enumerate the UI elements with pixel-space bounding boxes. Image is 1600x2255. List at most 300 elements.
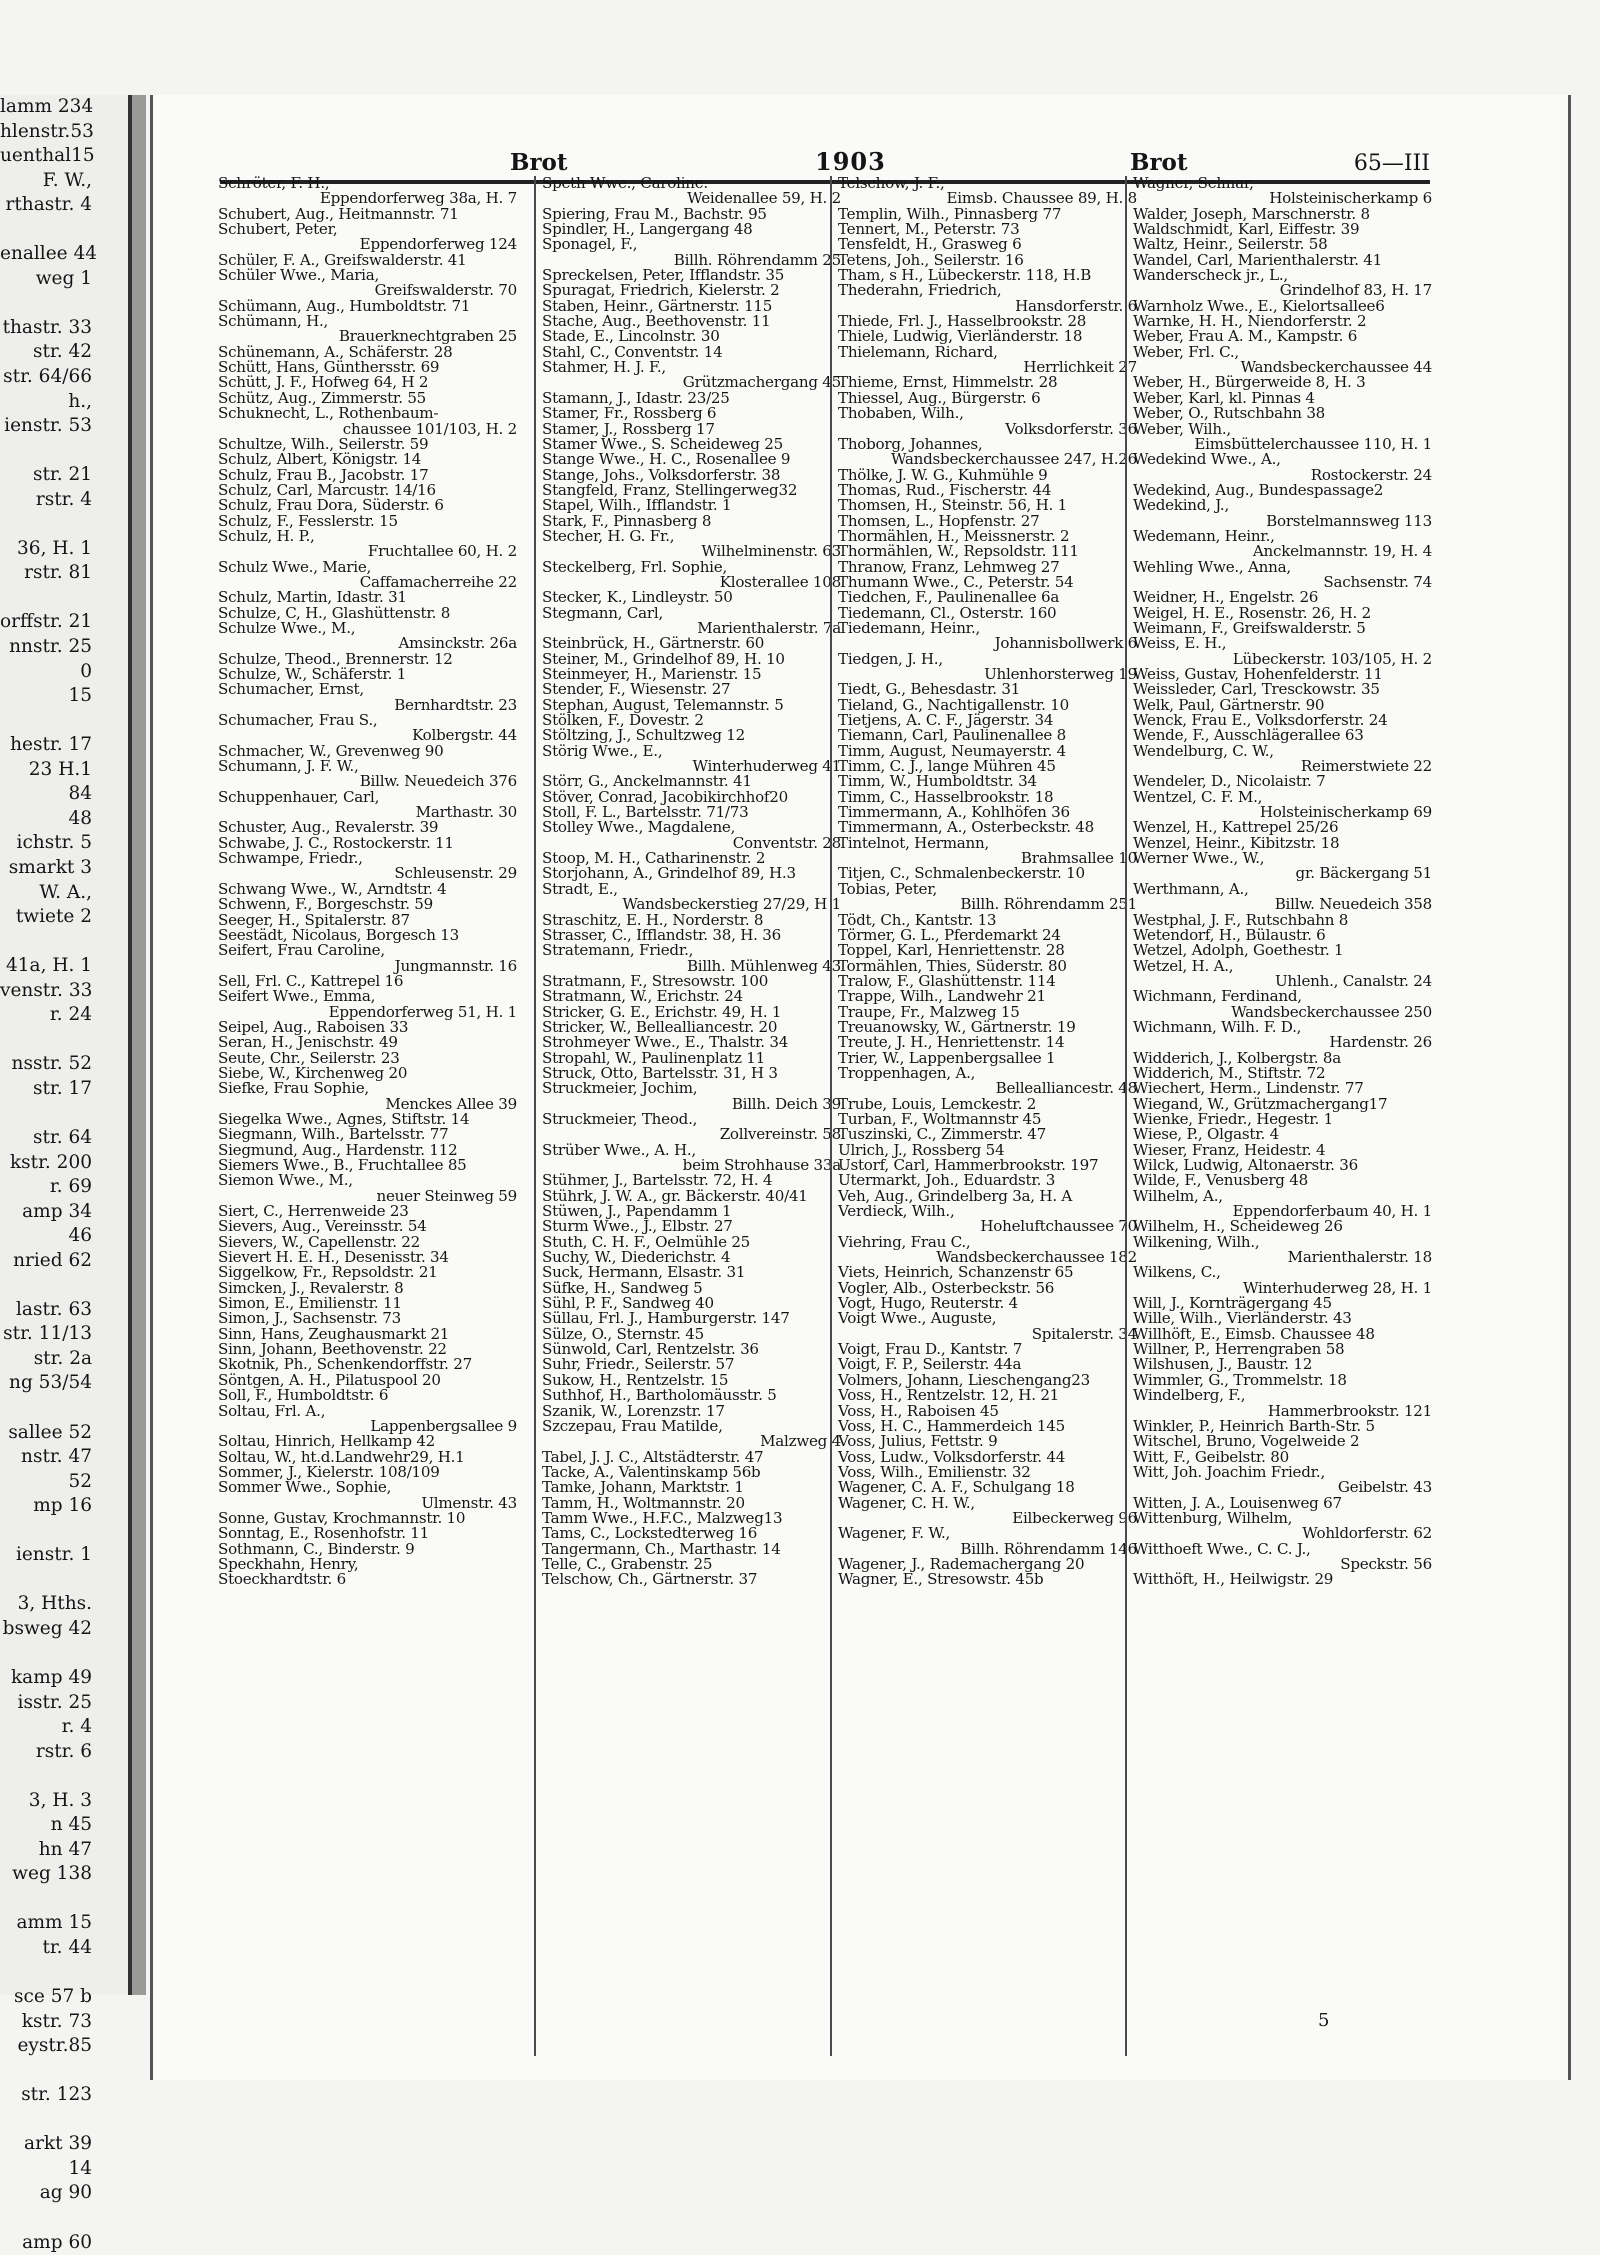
- entry-line: Stender, F., Wiesenstr. 27: [542, 680, 731, 699]
- entry-address-line: Billw. Neuedeich 376: [359, 772, 517, 791]
- previous-page-line: lastr. 63: [16, 1298, 92, 1320]
- entry-line: Schulze, W., Schäferstr. 1: [218, 665, 407, 683]
- entry-address-line: Brahmsallee 10: [1020, 849, 1137, 868]
- previous-page-line: [0, 218, 128, 243]
- previous-page-line: [0, 1396, 128, 1421]
- entry-line: Wagener, C. H. W.,: [838, 1493, 975, 1512]
- entry-line: Wagener, C. A. F., Schulgang 18: [838, 1478, 1075, 1497]
- entry-line: Walder, Joseph, Marschnerstr. 8: [1133, 204, 1370, 223]
- entry-line: Stade, E., Lincolnstr. 30: [542, 327, 720, 346]
- entry-line: Telschow, Ch., Gärtnerstr. 37: [542, 1570, 758, 1589]
- entry-line: Stoeckhardtstr. 6: [218, 1570, 347, 1589]
- entry-line: Waldschmidt, Karl, Eiffestr. 39: [1133, 220, 1360, 239]
- entry-line: Stölken, F., Dovestr. 2: [542, 711, 704, 730]
- entry-line: Schmacher, W., Grevenweg 90: [218, 741, 444, 760]
- entry-line: Sievers, Aug., Vereinsstr. 54: [218, 1217, 427, 1236]
- entry-address-line: Marienthalerstr. 18: [1287, 1248, 1432, 1267]
- entry-line: Warnholz Wwe., E., Kielortsallee6: [1133, 296, 1385, 315]
- entry-line: Simcken, J., Revalerstr. 8: [218, 1278, 404, 1297]
- entry-address-line: Conventstr. 28: [732, 833, 841, 852]
- entry-line: Sommer, J., Kielerstr. 108/109: [218, 1462, 440, 1481]
- previous-page-line: twiete 2: [15, 906, 92, 928]
- entry-address-line: Winterhuderweg 41: [692, 757, 841, 776]
- entry-line: Schümann, Aug., Humboldtstr. 71: [218, 296, 471, 315]
- previous-page-line: [0, 2059, 128, 2084]
- entry-line: Stahmer, H. J. F.,: [542, 358, 666, 377]
- entry-line: Stolley Wwe., Magdalene,: [542, 818, 736, 837]
- entry-line: Seipel, Aug., Raboisen 33: [218, 1017, 409, 1036]
- entry-line: Sonne, Gustav, Krochmannstr. 10: [218, 1508, 466, 1527]
- entry-line: Spiering, Frau M., Bachstr. 95: [542, 204, 767, 223]
- entry-line: Stache, Aug., Beethovenstr. 11: [542, 312, 771, 331]
- entry-line: Spuragat, Friedrich, Kielerstr. 2: [542, 281, 780, 300]
- entry-line: Stark, F., Pinnasberg 8: [542, 511, 712, 530]
- entry-line: Schüler Wwe., Maria,: [218, 266, 380, 285]
- entry-line: Tuszinski, C., Zimmerstr. 47: [838, 1125, 1047, 1144]
- entry-line: Thobaben, Wilh.,: [838, 404, 964, 423]
- entry-line: Stoll, F. L., Bartelsstr. 71/73: [542, 803, 749, 822]
- entry-line: Wiechert, Herm., Lindenstr. 77: [1133, 1079, 1364, 1098]
- entry-line: Sell, Frl. C., Kattrepel 16: [218, 971, 404, 990]
- entry-line: Weber, Wilh.,: [1133, 419, 1231, 438]
- entry-line: Stüwen, J., Papendamm 1: [542, 1202, 732, 1221]
- entry-address-line: Eimsb. Chaussee 89, H. 8: [946, 189, 1137, 208]
- entry-line: Sühl, P. F., Sandweg 40: [542, 1294, 714, 1313]
- entry-line: Wilde, F., Venusberg 48: [1133, 1171, 1308, 1190]
- entry-line: Sülze, O., Sternstr. 45: [542, 1324, 704, 1343]
- header-right-word: Brot: [1130, 149, 1188, 176]
- entry-line: Skotnik, Ph., Schenkendorffstr. 27: [218, 1355, 472, 1374]
- entry-line: Stahl, C., Conventstr. 14: [542, 342, 723, 361]
- entry-line: Tetens, Joh., Seilerstr. 16: [838, 250, 1024, 269]
- entry-line: Tietjens, A. C. F., Jägerstr. 34: [838, 711, 1054, 730]
- entry-line: Voigt, F. P., Seilerstr. 44a: [838, 1355, 1022, 1374]
- previous-page-line: lamm 234: [0, 96, 94, 117]
- entry-line: Troppenhagen, A.,: [838, 1063, 976, 1082]
- footer-number: 5: [1318, 2010, 1330, 2031]
- previous-page-line: ag 90: [39, 2182, 92, 2204]
- entry-line: Thiede, Frl. J., Hasselbrookstr. 28: [838, 312, 1087, 331]
- entry-address-line: Jungmannstr. 16: [394, 956, 517, 975]
- entry-address-line: gr. Bäckergang 51: [1295, 864, 1432, 883]
- entry-line: Stamer, J., Rossberg 17: [542, 419, 715, 438]
- entry-line: Thormählen, W., Repsoldstr. 111: [838, 542, 1079, 561]
- entry-address-line: Uhlenh., Canalstr. 24: [1274, 971, 1432, 990]
- entry-line: Tiedemann, Heinr.,: [838, 618, 981, 637]
- entry-line: Werthmann, A.,: [1133, 879, 1249, 898]
- entry-line: Wagener, F. W.,: [838, 1524, 951, 1543]
- entry-line: Timm, C. J., lange Mühren 45: [838, 757, 1056, 776]
- entry-line: Thomas, Rud., Fischerstr. 44: [838, 480, 1052, 499]
- entry-line: Soltau, Hinrich, Hellkamp 42: [218, 1432, 436, 1451]
- previous-page-line: smarkt 3: [8, 856, 92, 878]
- entry-line: Schubert, Peter,: [218, 220, 338, 239]
- entry-line: Strohmeyer Wwe., E., Thalstr. 34: [542, 1033, 789, 1052]
- entry-line: Welk, Paul, Gärtnerstr. 90: [1133, 695, 1325, 714]
- previous-page-line: bsweg 42: [2, 1617, 92, 1639]
- entry-line: Süllau, Frl. J., Hamburgerstr. 147: [542, 1309, 790, 1328]
- previous-page-line: rthastr. 4: [5, 194, 92, 216]
- previous-page-line: rstr. 6: [35, 1740, 92, 1762]
- entry-address-line: Speckstr. 56: [1340, 1554, 1432, 1573]
- entry-line: Schulz, Frau B., Jacobstr. 17: [218, 465, 429, 484]
- column-3: [830, 176, 1143, 2056]
- entry-line: Wagener, J., Rademachergang 20: [838, 1554, 1085, 1573]
- entry-line: Stricker, G. E., Erichstr. 49, H. 1: [542, 1002, 782, 1021]
- previous-page-line: venstr. 33: [0, 979, 93, 1001]
- entry-line: Stoop, M. H., Catharinenstr. 2: [542, 849, 766, 868]
- entry-line: Wetzel, H. A.,: [1133, 956, 1234, 975]
- entry-line: Stradt, E.,: [542, 879, 618, 898]
- previous-page-line: 84: [68, 783, 92, 805]
- previous-page-line: [0, 1961, 128, 1986]
- entry-line: Schütz, Aug., Zimmerstr. 55: [218, 388, 427, 407]
- previous-page-line: str. 42: [32, 341, 92, 363]
- entry-line: Vogler, Alb., Osterbeckstr. 56: [838, 1278, 1055, 1297]
- previous-page-line: str. 123: [21, 2084, 92, 2106]
- previous-page-line: 41a, H. 1: [6, 955, 92, 977]
- entry-line: Seran, H., Jenischstr. 49: [218, 1033, 398, 1052]
- entry-line: Templin, Wilh., Pinnasberg 77: [838, 204, 1062, 223]
- entry-address-line: Billh. Mühlenweg 43: [686, 956, 841, 975]
- entry-address-line: Marthastr. 30: [415, 803, 517, 822]
- previous-page-line: h.,: [68, 390, 92, 412]
- previous-page-line: amp 60: [22, 2231, 92, 2253]
- previous-page-line: rstr. 81: [24, 562, 92, 584]
- entry-address-line: Billh. Röhrendamm 251: [960, 895, 1137, 914]
- entry-line: Sinn, Johann, Beethovenstr. 22: [218, 1340, 447, 1359]
- entry-line: Wende, F., Ausschlägerallee 63: [1133, 726, 1364, 745]
- entry-line: Wendelburg, C. W.,: [1133, 741, 1274, 760]
- previous-page-line: [0, 2206, 128, 2231]
- entry-line: Schümann, H.,: [218, 312, 329, 331]
- entry-line: Suck, Hermann, Elsastr. 31: [542, 1263, 746, 1282]
- entry-line: Weber, H., Bürgerweide 8, H. 3: [1133, 373, 1366, 392]
- entry-line: Soltau, Frl. A.,: [218, 1401, 326, 1420]
- entry-line: Wilhelm, A.,: [1133, 1186, 1223, 1205]
- entry-line: Volmers, Johann, Lieschengang23: [838, 1370, 1090, 1389]
- entry-line: Weimann, F., Greifswalderstr. 5: [1133, 618, 1366, 637]
- previous-page-line: nsstr. 52: [11, 1053, 92, 1075]
- entry-line: Werner Wwe., W.,: [1133, 849, 1265, 868]
- entry-address-line: Wandsbeckerchaussee 182: [936, 1248, 1137, 1267]
- entry-line: Sonntag, E., Rosenhofstr. 11: [218, 1524, 430, 1543]
- previous-page-line: thastr. 33: [2, 316, 92, 338]
- entry-line: Tennert, M., Peterstr. 73: [838, 220, 1020, 239]
- entry-line: Thiessel, Aug., Bürgerstr. 6: [838, 388, 1041, 407]
- entry-line: Stamer, Fr., Rossberg 6: [542, 404, 717, 423]
- entry-line: Wenzel, Heinr., Kibitzstr. 18: [1133, 833, 1340, 852]
- entry-line: Viets, Heinrich, Schanzenstr 65: [838, 1263, 1074, 1282]
- entry-line: Schumann, J. F. W.,: [218, 757, 359, 776]
- entry-address-line: Kolbergstr. 44: [412, 726, 517, 745]
- header-page-number: 65—III: [1353, 151, 1430, 176]
- entry-line: Wedekind, Aug., Bundespassage2: [1133, 480, 1384, 499]
- entry-line: Treute, J. H., Henriettenstr. 14: [838, 1033, 1065, 1052]
- entry-line: Suhr, Friedr., Seilerstr. 57: [542, 1355, 735, 1374]
- entry-address-line: Marienthalerstr. 7a: [697, 618, 841, 637]
- entry-line: Schubert, Aug., Heitmannstr. 71: [218, 204, 459, 223]
- previous-page-line: hestr. 17: [10, 734, 92, 756]
- entry-line: Sinn, Hans, Zeughausmarkt 21: [218, 1324, 450, 1343]
- previous-page-line: sallee 52: [8, 1421, 92, 1443]
- entry-address-line: Eppendorferbaum 40, H. 1: [1232, 1202, 1432, 1221]
- entry-line: Wentzel, C. F. M.,: [1133, 787, 1263, 806]
- entry-line: Sievert H. E. H., Desenisstr. 34: [218, 1248, 449, 1267]
- entry-line: Storjohann, A., Grindelhof 89, H.3: [542, 864, 796, 883]
- entry-line: Wilhelm, H., Scheideweg 26: [1133, 1217, 1343, 1236]
- entry-line: Ulrich, J., Rossberg 54: [838, 1140, 1005, 1159]
- entry-line: Schulze, Theod., Brennerstr. 12: [218, 649, 453, 668]
- previous-page-text: [0, 95, 128, 2255]
- entry-line: Tödt, Ch., Kantstr. 13: [838, 910, 997, 929]
- previous-page-line: mp 16: [33, 1495, 92, 1517]
- entry-line: Wehling Wwe., Anna,: [1133, 557, 1291, 576]
- previous-page-line: ienstr. 53: [4, 415, 92, 437]
- previous-page-line: 52: [68, 1470, 92, 1492]
- previous-page-line: str. 64/66: [3, 366, 92, 388]
- entry-line: Szanik, W., Lorenzstr. 17: [542, 1401, 725, 1420]
- entry-line: Staben, Heinr., Gärtnerstr. 115: [542, 296, 773, 315]
- previous-page-line: nried 62: [13, 1249, 92, 1271]
- entry-line: Widderich, M., Stiftstr. 72: [1133, 1063, 1326, 1082]
- book-gutter: [132, 95, 146, 1995]
- entry-line: Steinbrück, H., Gärtnerstr. 60: [542, 634, 765, 653]
- entry-line: Thölke, J. W. G., Kuhmühle 9: [838, 465, 1048, 484]
- previous-page-line: ienstr. 1: [15, 1544, 92, 1566]
- entry-line: Thiele, Ludwig, Vierländerstr. 18: [838, 327, 1083, 346]
- entry-line: Wagner, E., Stresowstr. 45b: [838, 1570, 1044, 1589]
- entry-line: Thormählen, H., Meissnerstr. 2: [838, 526, 1070, 545]
- entry-line: Siemers Wwe., B., Fruchtallee 85: [218, 1156, 467, 1174]
- previous-page-line: n 45: [50, 1814, 92, 1836]
- previous-page-line: str. 21: [32, 464, 92, 486]
- entry-line: Telschow, J. F.,: [838, 174, 945, 192]
- entry-line: Strasser, C., Ifflandstr. 38, H. 36: [542, 925, 781, 944]
- previous-page-line: [0, 1887, 128, 1912]
- entry-line: Suthhof, H., Bartholomäusstr. 5: [542, 1386, 777, 1405]
- entry-line: Verdieck, Wilh.,: [838, 1202, 955, 1221]
- entry-line: Thieme, Ernst, Himmelstr. 28: [838, 373, 1058, 392]
- entry-line: Schwenn, F., Borgeschstr. 59: [218, 895, 433, 914]
- entry-line: Stricker, W., Bellealliancestr. 20: [542, 1017, 778, 1036]
- entry-line: Simon, E., Emilienstr. 11: [218, 1294, 402, 1313]
- entry-line: Schulze, C, H., Glashüttenstr. 8: [218, 603, 451, 622]
- entry-line: Wetzel, Adolph, Goethestr. 1: [1133, 941, 1344, 960]
- entry-line: Witschel, Bruno, Vogelweide 2: [1133, 1432, 1360, 1451]
- entry-line: Weber, Frl. C.,: [1133, 342, 1239, 361]
- previous-page-line: isstr. 25: [17, 1691, 92, 1713]
- entry-line: Schulz, H. P.,: [218, 526, 315, 545]
- previous-page-line: tr. 44: [42, 1937, 92, 1959]
- entry-line: Stecker, K., Lindleystr. 50: [542, 588, 733, 607]
- entry-line: Witt, Joh. Joachim Friedr.,: [1133, 1462, 1326, 1481]
- entry-address-line: beim Strohhause 33a: [682, 1156, 841, 1174]
- entry-line: Steiner, M., Grindelhof 89, H. 10: [542, 649, 785, 668]
- entry-line: Voigt, Frau D., Kantstr. 7: [838, 1340, 1023, 1359]
- entry-line: Trier, W., Lappenbergsallee 1: [838, 1048, 1056, 1067]
- entry-address-line: Malzweg 4: [760, 1432, 841, 1451]
- previous-page-line: str. 2a: [33, 1347, 92, 1369]
- entry-line: Tham, s H., Lübeckerstr. 118, H.B: [838, 266, 1092, 285]
- entry-line: Törmer, G. L., Pferdemarkt 24: [838, 925, 1061, 944]
- entry-line: Störr, G., Anckelmannstr. 41: [542, 772, 752, 791]
- entry-line: Wienke, Friedr., Hegestr. 1: [1133, 1109, 1333, 1128]
- column-2: [534, 176, 847, 2056]
- entry-line: Wittenburg, Wilhelm,: [1133, 1508, 1293, 1527]
- previous-page-line: r. 24: [49, 1004, 92, 1026]
- entry-address-line: Anckelmannstr. 19, H. 4: [1252, 542, 1432, 561]
- previous-page-line: weg 1: [35, 267, 92, 289]
- entry-line: Tamm Wwe., H.F.C., Malzweg13: [542, 1508, 783, 1527]
- previous-page-line: nstr. 47: [21, 1446, 92, 1468]
- entry-address-line: Hardenstr. 26: [1329, 1033, 1432, 1052]
- entry-line: Tralow, F., Glashüttenstr. 114: [838, 971, 1056, 990]
- previous-page-line: W. A.,: [39, 881, 92, 903]
- previous-page-line: [0, 1273, 128, 1298]
- entry-address-line: Wohldorferstr. 62: [1302, 1524, 1432, 1543]
- entry-address-line: Wandsbeckerchaussee 247, H.26: [890, 450, 1137, 469]
- header-year: 1903: [815, 147, 886, 176]
- entry-line: Stange Wwe., H. C., Rosenallee 9: [542, 450, 791, 469]
- entry-address-line: Billh. Deich 39: [731, 1094, 841, 1113]
- entry-line: Stegmann, Carl,: [542, 603, 663, 622]
- entry-line: Schuster, Aug., Revalerstr. 39: [218, 818, 439, 837]
- entry-line: Struckmeier, Jochim,: [542, 1079, 698, 1098]
- entry-line: Waltz, Heinr., Seilerstr. 58: [1133, 235, 1328, 254]
- entry-address-line: Billh. Röhrendamm 25: [673, 250, 841, 269]
- previous-page-line: kamp 49: [10, 1667, 92, 1688]
- entry-line: Tabel, J. J. C., Altstädterstr. 47: [542, 1447, 764, 1466]
- entry-line: Stührk, J. W. A., gr. Bäckerstr. 40/41: [542, 1186, 808, 1205]
- previous-page-line: hn 47: [38, 1838, 92, 1860]
- entry-line: Tieland, G., Nachtigallenstr. 10: [838, 695, 1069, 714]
- entry-line: Wilkens, C.,: [1133, 1263, 1221, 1282]
- entry-line: Simon, J., Sachsenstr. 73: [218, 1309, 401, 1328]
- entry-line: Timm, August, Neumayerstr. 4: [838, 741, 1066, 760]
- entry-line: Voss, Wilh., Emilienstr. 32: [838, 1462, 1031, 1481]
- previous-page-line: ichstr. 5: [16, 832, 92, 854]
- entry-line: Sünwold, Carl, Rentzelstr. 36: [542, 1340, 759, 1359]
- entry-line: Treuanowsky, W., Gärtnerstr. 19: [838, 1017, 1076, 1036]
- entry-line: Söntgen, A. H., Pilatuspool 20: [218, 1370, 441, 1389]
- entry-line: Turban, F., Woltmannstr 45: [838, 1109, 1042, 1128]
- entry-line: Siefke, Frau Sophie,: [218, 1079, 369, 1098]
- entry-line: Stöver, Conrad, Jacobikirchhof20: [542, 787, 788, 806]
- entry-address-line: Johannisbollwerk 6: [994, 634, 1137, 653]
- previous-page-line: 23 H.1: [28, 758, 92, 780]
- previous-page-line: r. 4: [61, 1716, 92, 1738]
- entry-line: Wilshusen, J., Baustr. 12: [1133, 1355, 1313, 1374]
- entry-address-line: Bernhardtstr. 23: [394, 695, 517, 714]
- entry-line: Straschitz, E. H., Norderstr. 8: [542, 910, 764, 929]
- entry-line: Willner, P., Herrengraben 58: [1133, 1340, 1345, 1359]
- entry-line: Schulz, Carl, Marcustr. 14/16: [218, 480, 436, 499]
- entry-line: Voss, Ludw., Volksdorferstr. 44: [838, 1447, 1066, 1466]
- header-left-word: Brot: [510, 149, 568, 176]
- entry-line: Stühmer, J., Bartelsstr. 72, H. 4: [542, 1171, 773, 1190]
- entry-address-line: Grützmachergang 45: [682, 373, 841, 392]
- previous-page-line: amp 34: [22, 1200, 92, 1222]
- entry-line: Schulz, Albert, Königstr. 14: [218, 450, 422, 469]
- entry-line: Stratmann, F., Stresowstr. 100: [542, 971, 769, 990]
- entry-line: Schultze, Wilh., Seilerstr. 59: [218, 434, 429, 453]
- entry-address-line: Eppendorferweg 38a, H. 7: [319, 189, 517, 208]
- entry-line: Schwampe, Friedr.,: [218, 849, 363, 868]
- entry-line: Wilck, Ludwig, Altonaerstr. 36: [1133, 1156, 1358, 1174]
- entry-line: Siebe, W., Kirchenweg 20: [218, 1063, 408, 1082]
- entry-address-line: Wandsbeckerchaussee 44: [1240, 358, 1432, 377]
- entry-line: Stamer Wwe., S. Scheideweg 25: [542, 434, 783, 453]
- entry-line: Thederahn, Friedrich,: [838, 281, 1002, 300]
- entry-address-line: Volksdorferstr. 36: [1005, 419, 1137, 438]
- entry-address-line: Reimerstwiete 22: [1300, 757, 1432, 776]
- entry-line: Witten, J. A., Louisenweg 67: [1133, 1493, 1342, 1512]
- entry-line: Suchy, W., Diederichstr. 4: [542, 1248, 731, 1267]
- entry-line: Schuknecht, L., Rothenbaum-: [218, 404, 439, 423]
- previous-page-line: ng 53/54: [9, 1372, 92, 1394]
- entry-address-line: Fruchtallee 60, H. 2: [367, 542, 517, 561]
- previous-page-line: str. 17: [32, 1077, 92, 1099]
- entry-line: Schulz Wwe., Marie,: [218, 557, 372, 576]
- entry-line: Voigt Wwe., Auguste,: [838, 1309, 997, 1328]
- entry-line: Schüler, F. A., Greifswalderstr. 41: [218, 250, 467, 269]
- entry-line: Viehring, Frau C.,: [838, 1232, 971, 1251]
- entry-line: Ustorf, Carl, Hammerbrookstr. 197: [838, 1156, 1099, 1174]
- entry-address-line: Bellealliancestr. 48: [995, 1079, 1137, 1098]
- previous-page-line: 36, H. 1: [17, 537, 92, 559]
- entry-line: Struck, Otto, Bartelsstr. 31, H 3: [542, 1063, 778, 1082]
- previous-page-line: str. 64: [32, 1126, 92, 1148]
- entry-address-line: Amsinckstr. 26a: [398, 634, 517, 653]
- entry-line: Wedekind, J.,: [1133, 496, 1229, 515]
- previous-page-line: [0, 709, 128, 734]
- entry-line: Timmermann, A., Kohlhöfen 36: [838, 803, 1070, 822]
- entry-line: Steckelberg, Frl. Sophie,: [542, 557, 727, 576]
- entry-address-line: Greifswalderstr. 70: [374, 281, 517, 300]
- previous-page-line: [0, 1028, 128, 1053]
- entry-address-line: Herrlichkeit 27: [1023, 358, 1137, 377]
- entry-line: Siegelka Wwe., Agnes, Stiftstr. 14: [218, 1109, 470, 1128]
- entry-line: Siegmund, Aug., Hardenstr. 112: [218, 1140, 458, 1159]
- entry-line: Weiss, E. H.,: [1133, 634, 1227, 653]
- previous-page-line: rstr. 4: [35, 488, 92, 510]
- entry-line: Schwang Wwe., W., Arndtstr. 4: [218, 879, 447, 898]
- entry-line: Thomsen, L., Hopfenstr. 27: [838, 511, 1040, 530]
- entry-line: Windelberg, F.,: [1133, 1386, 1246, 1405]
- entry-line: Voss, H. C., Hammerdeich 145: [838, 1416, 1065, 1435]
- entry-line: Süfke, H., Sandweg 5: [542, 1278, 703, 1297]
- entry-address-line: Wilhelminenstr. 63: [701, 542, 841, 561]
- previous-page-line: amm 15: [16, 1912, 92, 1934]
- previous-page-line: orffstr. 21: [0, 611, 93, 633]
- entry-line: Weiss, Gustav, Hohenfelderstr. 11: [1133, 665, 1383, 683]
- entry-line: Wedemann, Heinr.,: [1133, 526, 1275, 545]
- previous-page-line: [0, 512, 128, 537]
- entry-address-line: Winterhuderweg 28, H. 1: [1243, 1278, 1432, 1297]
- entry-line: Störig Wwe., E.,: [542, 741, 663, 760]
- entry-line: Sommer Wwe., Sophie,: [218, 1478, 392, 1497]
- previous-page-line: 3, Hths.: [17, 1593, 92, 1615]
- entry-line: Voss, H., Rentzelstr. 12, H. 21: [838, 1386, 1060, 1405]
- entry-address-line: Geibelstr. 43: [1337, 1478, 1432, 1497]
- entry-line: Seifert Wwe., Emma,: [218, 987, 376, 1006]
- entry-line: Wiegand, W., Grützmachergang17: [1133, 1094, 1388, 1113]
- entry-line: Tobias, Peter,: [838, 879, 938, 898]
- previous-page-line: 14: [68, 2157, 92, 2179]
- previous-page-line: [0, 1101, 128, 1126]
- entry-line: Tangermann, Ch., Marthastr. 14: [542, 1539, 781, 1558]
